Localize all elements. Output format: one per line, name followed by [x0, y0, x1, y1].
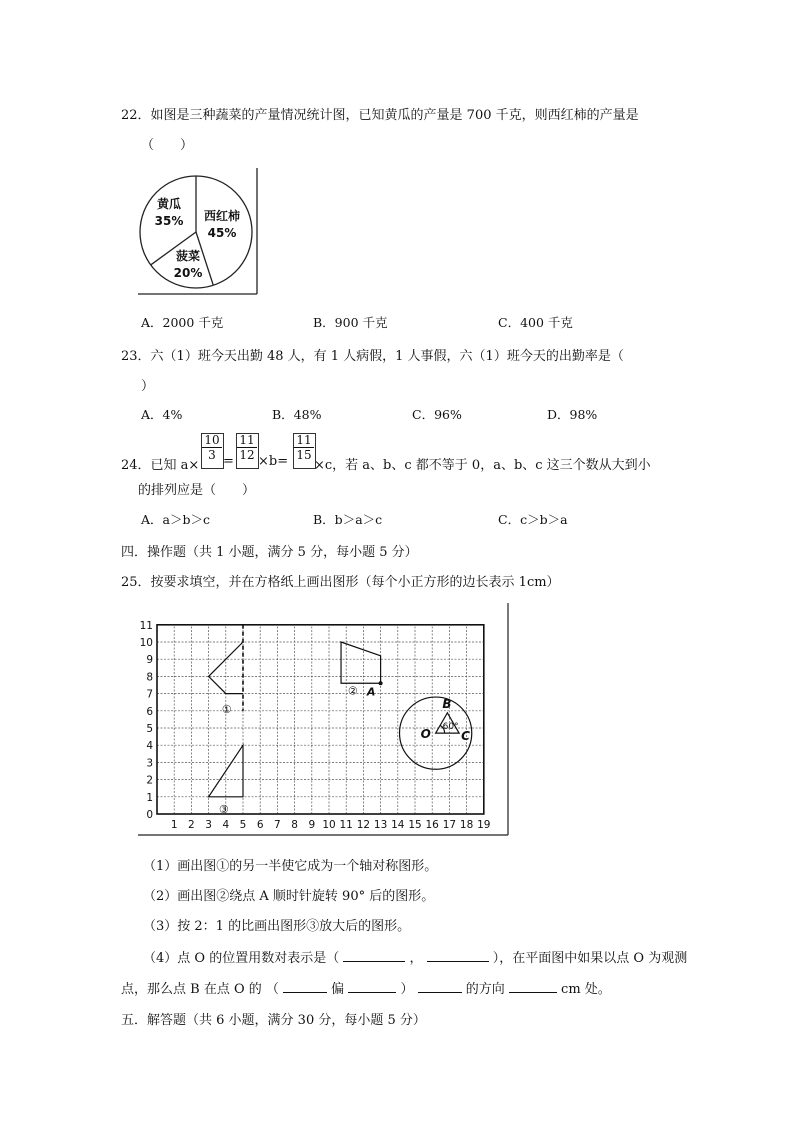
q25-sub4-line1 [143, 947, 687, 966]
fraction-10-3 [202, 433, 222, 462]
y-tick-6: 6 [146, 705, 153, 718]
q25-sub2: （2）画出图②绕点 A 顺时针旋转 90° 后的图形。 [143, 889, 435, 904]
q22-option-a[interactable]: A．2000 千克 [141, 315, 224, 330]
q24-option-c[interactable]: C．c＞b＞a [498, 512, 568, 527]
q23-option-a[interactable]: A．4% [141, 407, 183, 422]
frac1-num: 10 [202, 433, 222, 448]
fraction-11-12 [237, 433, 257, 462]
y-tick-1: 1 [146, 791, 153, 804]
q24-prefix: 24．已知 a× [121, 458, 200, 473]
x-tick-11: 11 [339, 819, 353, 831]
sub4-text-b: ， [409, 951, 423, 966]
sub4-text-f: ） [400, 982, 414, 997]
pie-slice-value-1: 45% [207, 226, 237, 240]
y-tick-4: 4 [146, 740, 153, 753]
label-c: C [461, 729, 470, 744]
blank-o-y[interactable] [427, 949, 489, 962]
label-fig2: ② [347, 684, 358, 698]
label-fig1: ① [221, 702, 232, 716]
y-tick-0: 0 [146, 809, 153, 821]
q22-option-b[interactable]: B．900 千克 [313, 315, 388, 330]
q22-pie-chart [136, 168, 260, 296]
frac1-den: 3 [208, 448, 216, 462]
q24-mid: ×b= [258, 454, 289, 469]
x-tick-12: 12 [356, 819, 371, 831]
x-tick-18: 18 [459, 819, 474, 831]
x-tick-13: 13 [373, 819, 388, 831]
y-tick-2: 2 [146, 774, 153, 787]
blank-angle[interactable] [418, 980, 462, 993]
q24-option-a[interactable]: A．a＞b＞c [141, 512, 210, 527]
x-tick-4: 4 [222, 819, 230, 831]
x-tick-5: 5 [239, 819, 247, 831]
x-tick-16: 16 [425, 819, 439, 831]
label-b: B [442, 696, 452, 711]
q22-option-c[interactable]: C．400 千克 [498, 315, 573, 330]
label-o: O [420, 727, 431, 742]
sub4-text-d: 点，那么点 B 在点 O 的 （ [121, 982, 279, 997]
y-tick-5: 5 [146, 723, 153, 735]
q25-sub4-line2 [121, 978, 611, 997]
x-tick-17: 17 [442, 819, 457, 831]
pie-slice-value-2: 20% [173, 266, 203, 280]
label-angle: 60° [442, 722, 459, 733]
q25-sub1: （1）画出图①的另一半使它成为一个轴对称图形。 [143, 859, 438, 874]
section4-heading: 四．操作题（共 1 小题，满分 5 分，每小题 5 分） [121, 545, 418, 560]
x-tick-19: 19 [477, 819, 491, 831]
q24-option-b[interactable]: B．b＞a＞c [313, 512, 383, 527]
pie-slice-label-0: 黄瓜 [156, 197, 182, 211]
pie-slice-label-1: 西红柿 [203, 209, 241, 223]
x-tick-6: 6 [256, 819, 264, 831]
q23-option-b[interactable]: B．48% [272, 407, 322, 422]
sub4-text-c: ），在平面图中如果以点 O 为观测 [492, 951, 688, 966]
frac2-num: 11 [237, 433, 257, 448]
x-tick-7: 7 [274, 819, 281, 831]
q23-option-c[interactable]: C．96% [412, 407, 462, 422]
x-tick-1: 1 [170, 819, 178, 831]
y-tick-10: 10 [139, 637, 153, 649]
y-tick-11: 11 [139, 619, 153, 632]
pie-slice-value-0: 35% [154, 214, 184, 228]
y-tick-9: 9 [146, 654, 153, 667]
x-tick-10: 10 [322, 819, 336, 831]
frac3-num: 11 [294, 433, 314, 448]
y-tick-7: 7 [146, 688, 153, 701]
q25-stem: 25．按要求填空，并在方格纸上画出图形（每个小正方形的边长表示 1cm） [121, 575, 560, 590]
q25-sub3: （3）按 2：1 的比画出图形③放大后的图形。 [143, 919, 411, 934]
label-fig3: ③ [218, 803, 229, 816]
sub4-text-h: cm 处。 [561, 982, 611, 997]
frac3-den: 15 [296, 448, 312, 462]
sub4-text-g: 的方向 [465, 982, 505, 997]
q23-paren-close: ） [141, 379, 155, 394]
section5-heading: 五．解答题（共 6 小题，满分 30 分，每小题 5 分） [121, 1013, 426, 1028]
q23-stem: 23．六（1）班今天出勤 48 人，有 1 人病假，1 人事假，六（1）班今天的出勤率是（ [121, 349, 624, 364]
x-tick-8: 8 [291, 819, 298, 831]
y-tick-8: 8 [146, 671, 153, 684]
point-a [379, 681, 383, 685]
x-tick-15: 15 [408, 819, 422, 831]
frac2-den: 12 [239, 448, 255, 462]
blank-distance[interactable] [509, 980, 557, 993]
fraction-11-15 [294, 433, 314, 462]
blank-direction-2[interactable] [348, 980, 396, 993]
blank-direction-1[interactable] [283, 980, 327, 993]
pie-slice-label-2: 菠菜 [175, 249, 201, 263]
sub4-text-a: （4）点 O 的位置用数对表示是（ [143, 951, 340, 966]
blank-o-x[interactable] [343, 949, 405, 962]
q23-option-d[interactable]: D．98% [547, 407, 598, 422]
q22-answer-paren: （ ） [141, 138, 194, 153]
x-tick-14: 14 [391, 819, 405, 831]
q22-stem: 22．如图是三种蔬菜的产量情况统计图，已知黄瓜的产量是 700 千克，则西红柿的产量是 [121, 108, 639, 123]
sub4-text-e: 偏 [331, 982, 345, 997]
x-tick-2: 2 [188, 819, 195, 831]
label-a: A [366, 685, 376, 699]
q25-grid-figure [138, 603, 510, 837]
y-tick-3: 3 [146, 757, 153, 770]
x-tick-3: 3 [205, 819, 212, 831]
q24-line2: 的排列应是（ ） [138, 483, 256, 498]
x-tick-9: 9 [308, 819, 316, 831]
q24-eq: = [223, 454, 234, 469]
q24-suffix: ×c，若 a、b、c 都不等于 0，a、b、c 这三个数从大到小 [314, 458, 651, 473]
